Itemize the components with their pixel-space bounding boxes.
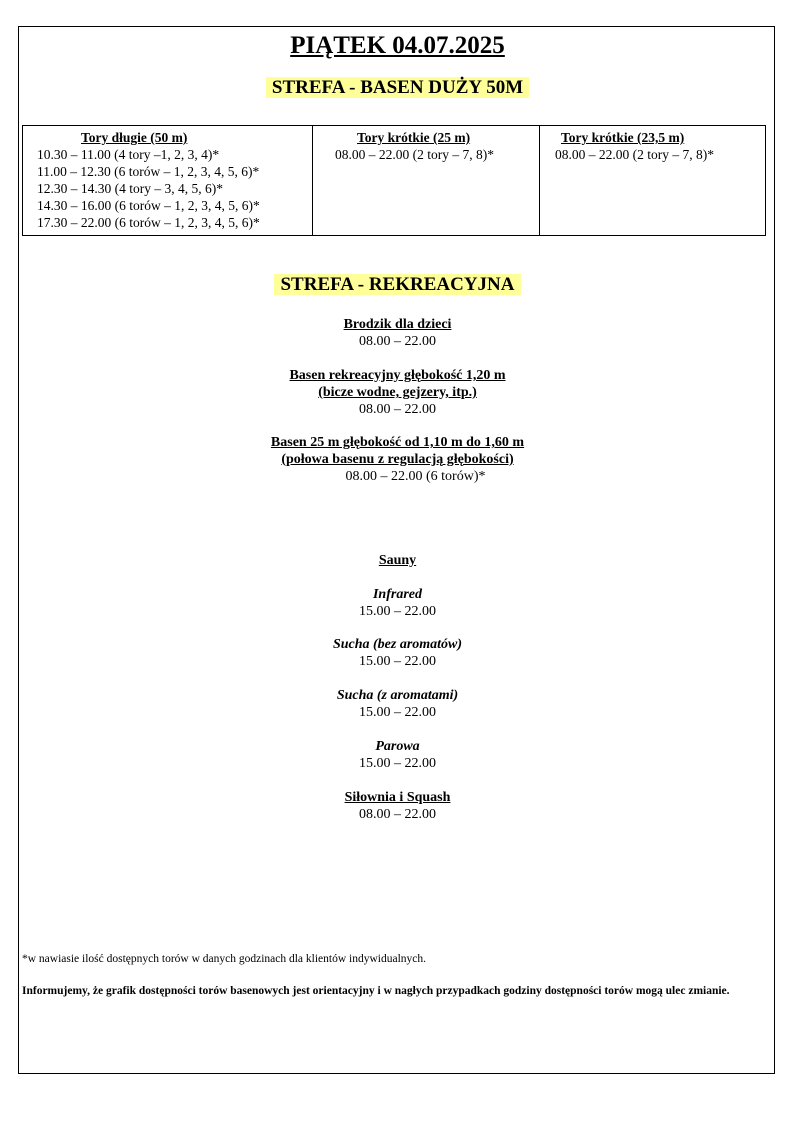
zone-rec-heading bbox=[0, 274, 795, 296]
lane-line: 10.30 – 11.00 (4 tory –1, 2, 3, 4)* bbox=[37, 147, 220, 162]
lane-line: 11.00 – 12.30 (6 torów – 1, 2, 3, 4, 5, 6)* bbox=[37, 164, 260, 179]
lane-line: 08.00 – 22.00 (2 tory – 7, 8)* bbox=[555, 147, 714, 162]
gym-hours: 08.00 – 22.00 bbox=[359, 807, 436, 822]
sauna-steam-hours: 15.00 – 22.00 bbox=[359, 756, 436, 771]
sauna-dry-aroma-name: Sucha (z aromatami) bbox=[336, 688, 459, 703]
rec-pool-hours: 08.00 – 22.00 bbox=[359, 402, 436, 417]
pool25-block bbox=[0, 434, 795, 485]
lanes-col-header: Tory krótkie (25 m) bbox=[357, 130, 471, 145]
saunas-header: Sauny bbox=[378, 553, 417, 568]
page-title: PIĄTEK 04.07.2025 bbox=[290, 32, 505, 59]
sauna-steam-block bbox=[0, 738, 795, 772]
lane-line: 14.30 – 16.00 (6 torów – 1, 2, 3, 4, 5, 6)* bbox=[37, 198, 260, 213]
zone-pool-heading bbox=[0, 77, 795, 99]
kids-pool-name: Brodzik dla dzieci bbox=[343, 317, 452, 332]
sauna-steam-name: Parowa bbox=[375, 739, 420, 754]
sauna-dry-aroma-block bbox=[0, 687, 795, 721]
pool25-subtitle: (połowa basenu z regulacją głębokości) bbox=[281, 452, 514, 467]
sauna-infrared-hours: 15.00 – 22.00 bbox=[359, 604, 436, 619]
sauna-dry-name: Sucha (bez aromatów) bbox=[332, 637, 463, 652]
lane-line: 17.30 – 22.00 (6 torów – 1, 2, 3, 4, 5, 6)* bbox=[37, 215, 260, 230]
footnote: *w nawiasie ilość dostępnych torów w danych godzinach dla klientów indywidualnych. bbox=[22, 953, 427, 965]
zone-pool-label: STREFA - BASEN DUŻY 50M bbox=[266, 77, 529, 98]
sauna-dry-hours: 15.00 – 22.00 bbox=[359, 654, 436, 669]
sauna-infrared-block bbox=[0, 586, 795, 620]
gym-name: Siłownia i Squash bbox=[344, 790, 451, 805]
pool25-name: Basen 25 m głębokość od 1,10 m do 1,60 m bbox=[270, 435, 525, 450]
gym-block bbox=[0, 789, 795, 823]
lane-line: 12.30 – 14.30 (4 tory – 3, 4, 5, 6)* bbox=[37, 181, 223, 196]
lanes-col-long bbox=[23, 126, 313, 236]
notice: Informujemy, że grafik dostępności torów basenowych jest orientacyjny i w nagłych przypadkach godziny dostępności torów mogą ulec zmianie. bbox=[22, 985, 730, 997]
lanes-col-header: Tory długie (50 m) bbox=[81, 130, 188, 145]
kids-pool-hours: 08.00 – 22.00 bbox=[359, 334, 436, 349]
saunas-header-block bbox=[0, 552, 795, 569]
sauna-dry-aroma-hours: 15.00 – 22.00 bbox=[359, 705, 436, 720]
kids-pool-block bbox=[0, 316, 795, 350]
lane-line: 08.00 – 22.00 (2 tory – 7, 8)* bbox=[335, 147, 494, 162]
sauna-dry-block bbox=[0, 636, 795, 670]
lanes-col-header: Tory krótkie (23,5 m) bbox=[561, 130, 685, 145]
sauna-infrared-name: Infrared bbox=[372, 587, 422, 602]
lanes-table bbox=[22, 125, 766, 236]
rec-pool-name: Basen rekreacyjny głębokość 1,20 m bbox=[289, 368, 506, 383]
zone-rec-label: STREFA - REKREACYJNA bbox=[274, 274, 520, 295]
lanes-col-short235 bbox=[540, 126, 766, 236]
pool25-hours: 08.00 – 22.00 (6 torów)* bbox=[345, 469, 486, 484]
lanes-col-short25 bbox=[313, 126, 540, 236]
rec-pool-block bbox=[0, 367, 795, 418]
rec-pool-subtitle: (bicze wodne, gejzery, itp.) bbox=[318, 385, 477, 400]
